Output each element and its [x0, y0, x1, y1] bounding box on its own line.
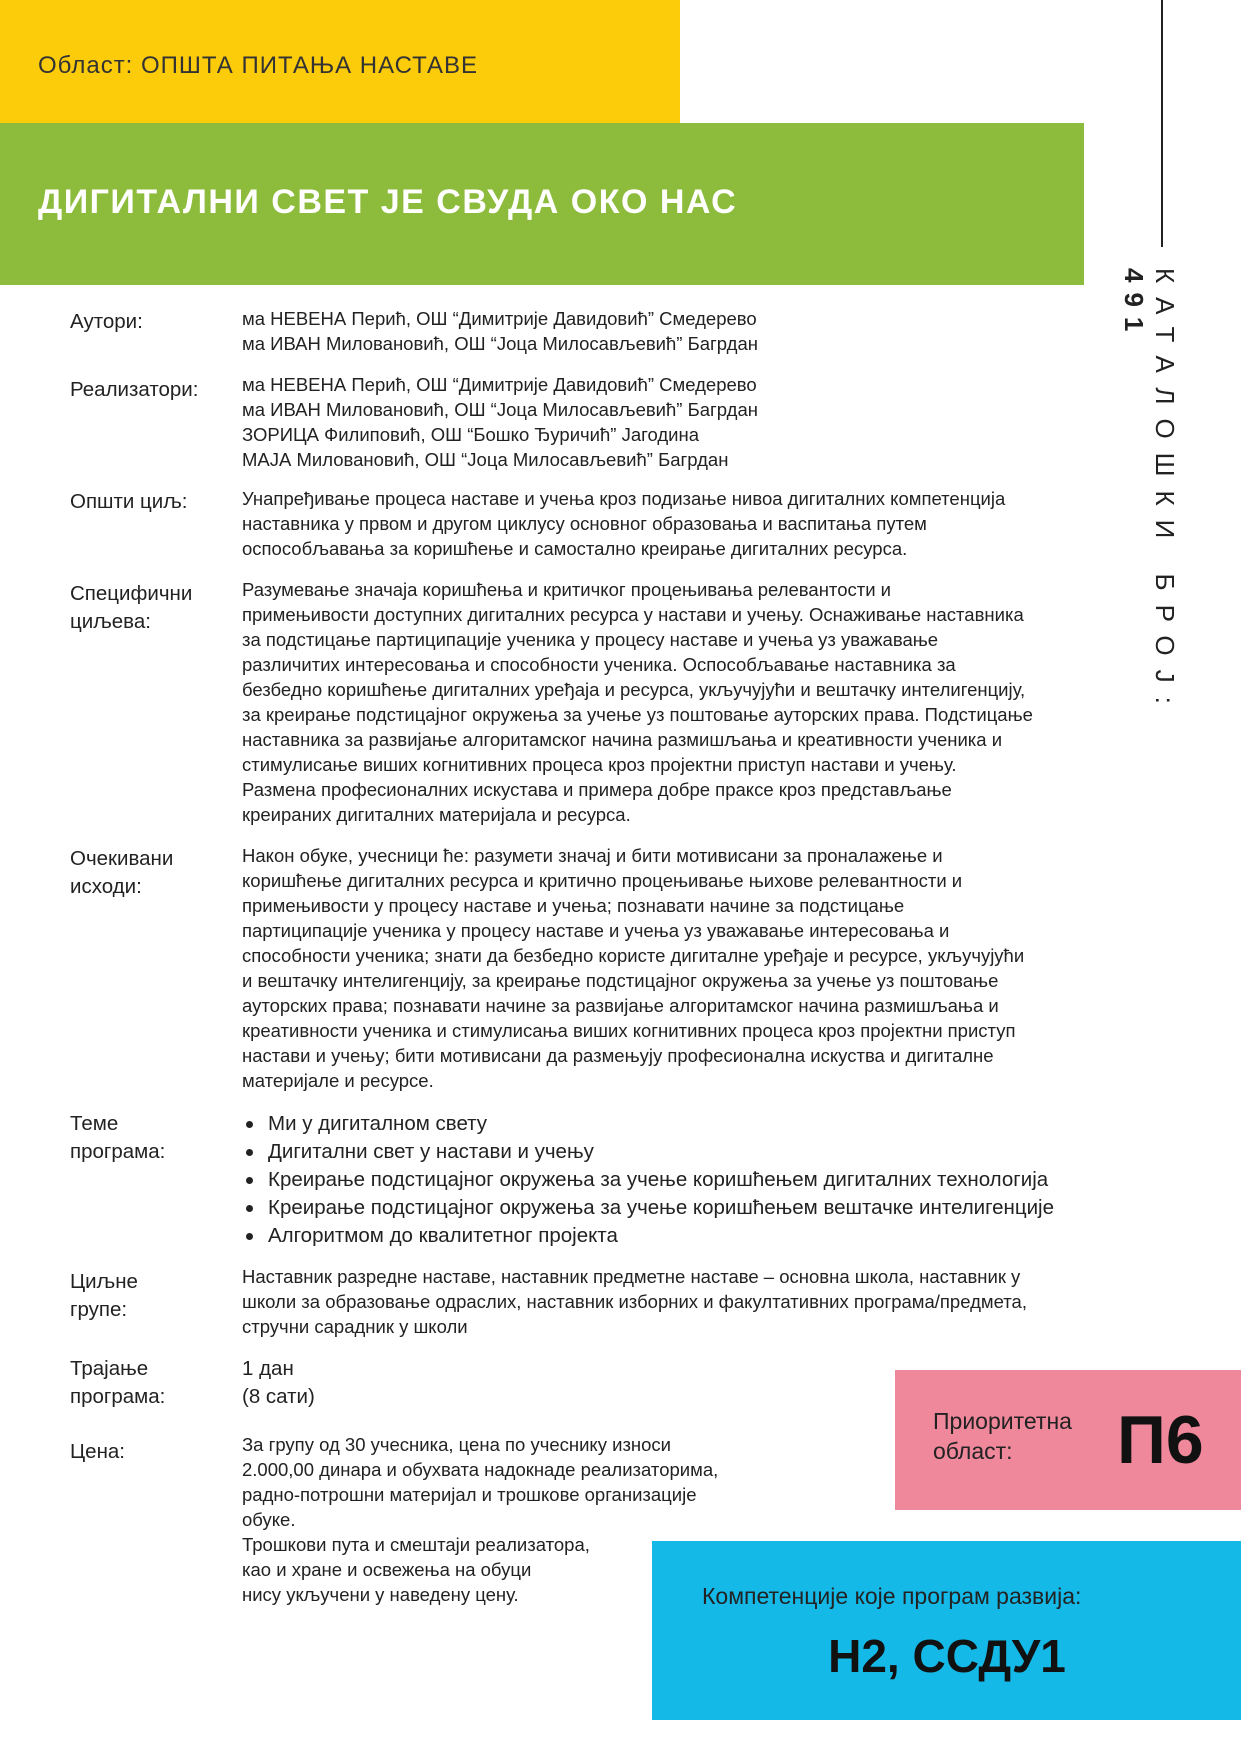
label-line: исходи:: [70, 875, 142, 898]
authors-label: Аутори:: [70, 310, 143, 333]
text-line: Размена професионалних искустава и примера добре праксе кроз представљање: [242, 779, 952, 800]
text-line: креираних дигиталних материјала и ресурса.: [242, 804, 631, 825]
label-line: групе:: [70, 1298, 128, 1321]
text-line: наставника у првом и другом циклусу основног образовања и васпитања путем: [242, 513, 927, 534]
priority-area-label: [933, 1406, 1072, 1466]
author-line: ма НЕВЕНА Перић, ОШ “Димитрије Давидовић” Смедерево: [242, 308, 757, 329]
label-line: Трајање: [70, 1357, 149, 1380]
competencies-box: [652, 1541, 1241, 1720]
text-line: Разумевање значаја коришћења и критичког процењивања релевантости и: [242, 579, 892, 600]
text-line: Унапређивање процеса наставе и учења кроз подизање нивоа дигиталних компетенција: [242, 488, 1006, 509]
target-groups-label: [70, 1268, 230, 1324]
competencies-codes: Н2, ССДУ1: [828, 1630, 1066, 1682]
text-line: коришћење дигиталних ресурса и критично процењивање њихове релевантности и: [242, 870, 963, 891]
competencies-label: Компетенције које програм развија:: [702, 1583, 1082, 1609]
topics-list: [242, 1110, 1054, 1250]
topic-item: Ми у дигиталном свету: [242, 1110, 1054, 1138]
text-line: наставника за развијање алгоритамског начина размишљања и креативности ученика и: [242, 729, 1003, 750]
topics-label: [70, 1110, 230, 1166]
text-line: 2.000,00 динара и обухвата надокнаде реализаторима,: [242, 1459, 719, 1480]
text-line: стручни сарадник у школи: [242, 1316, 468, 1337]
label-line: Очекивани: [70, 847, 174, 870]
general-goal-text: [242, 486, 1005, 561]
text-line: примењивости у процесу наставе и учења; познавати начине за подстицање: [242, 895, 905, 916]
vertical-divider: [1161, 0, 1163, 247]
label-line: циљева:: [70, 610, 151, 633]
implementer-line: ма НЕВЕНА Перић, ОШ “Димитрије Давидовић” Смедерево: [242, 374, 757, 395]
topic-item: Креирање подстицајног окружења за учење коришћењем дигиталних технологија: [242, 1166, 1054, 1194]
duration-value: [242, 1355, 315, 1411]
label-line: Циљне: [70, 1270, 138, 1293]
authors-list: [242, 306, 758, 356]
text-line: способности ученика; знати да безбедно користе дигиталне уређаје и ресурсе, укључујући: [242, 945, 1025, 966]
text-line: оспособљавања за коришћење и самостално креирање дигиталних ресурса.: [242, 538, 908, 559]
catalog-number: [1119, 268, 1180, 788]
text-line: за подстицање партиципације ученика у процесу наставе и учења уз уважавање: [242, 629, 939, 650]
program-title: ДИГИТАЛНИ СВЕТ ЈЕ СВУДА ОКО НАС: [38, 183, 738, 221]
label-line: Приоритетна: [933, 1408, 1072, 1434]
area-label: Област: ОПШТА ПИТАЊА НАСТАВЕ: [38, 52, 478, 79]
text-line: креативности ученика и стимулисања виших когнитивних процеса кроз пројектни приступ: [242, 1020, 1016, 1041]
label-line: програма:: [70, 1140, 166, 1163]
priority-area-box: [895, 1370, 1241, 1510]
text-line: обуке.: [242, 1509, 296, 1530]
text-line: (8 сати): [242, 1385, 315, 1408]
text-line: нису укључени у наведену цену.: [242, 1584, 519, 1605]
text-line: Трошкови пута и смештаји реализатора,: [242, 1534, 590, 1555]
label-line: програма:: [70, 1385, 166, 1408]
specific-goals-text: [242, 577, 1033, 827]
label-line: Специфични: [70, 582, 193, 605]
duration-label: [70, 1355, 230, 1411]
text-line: примењивости доступних дигиталних ресурса у настави и учењу. Оснаживање наставника: [242, 604, 1024, 625]
general-goal-label: Општи циљ:: [70, 490, 188, 513]
implementers-list: [242, 372, 758, 472]
implementer-line: ма ИВАН Миловановић, ОШ “Јоца Милосављевић” Багрдан: [242, 399, 758, 420]
text-line: као и хране и освежења на обуци: [242, 1559, 532, 1580]
text-line: стимулисање виших когнитивних процеса кроз пројектни приступ настави и учењу.: [242, 754, 957, 775]
author-line: ма ИВАН Миловановић, ОШ “Јоца Милосављевић” Багрдан: [242, 333, 758, 354]
target-groups-text: [242, 1264, 1027, 1339]
text-line: материјале и ресурсе.: [242, 1070, 434, 1091]
text-line: Након обуке, учесници ће: разумети значај и бити мотивисани за проналажење и: [242, 845, 943, 866]
text-line: и вештачку интелигенцију, за креирање подстицајног окружења за учење уз поштовање: [242, 970, 999, 991]
priority-area-code: П6: [1117, 1402, 1204, 1478]
catalog-label: КАТАЛОШКИ БРОЈ:: [1150, 268, 1180, 718]
label-line: област:: [933, 1438, 1013, 1464]
implementers-label: Реализатори:: [70, 378, 199, 401]
text-line: радно-потрошни материјал и трошкове организације: [242, 1484, 697, 1505]
implementer-line: ЗОРИЦА Филиповић, ОШ “Бошко Ђуричић” Јагодина: [242, 424, 699, 445]
topic-item: Дигитални свет у настави и учењу: [242, 1138, 1054, 1166]
text-line: школи за образовање одраслих, наставник изборних и факултативних програма/предмета,: [242, 1291, 1027, 1312]
price-label: Цена:: [70, 1440, 125, 1463]
text-line: партиципације ученика у процесу наставе и учења уз уважавање интересовања и: [242, 920, 950, 941]
text-line: за креирање подстицајног окружења за учење уз поштовање ауторских права. Подстицање: [242, 704, 1033, 725]
catalog-value: 491: [1119, 268, 1149, 342]
label-line: Теме: [70, 1112, 119, 1135]
topic-item: Алгоритмом до квалитетног пројекта: [242, 1222, 1054, 1250]
topic-item: Креирање подстицајног окружења за учење коришћењем вештачке интелигенције: [242, 1194, 1054, 1222]
text-line: различитих интересовања и способности ученика. Оспособљавање наставника за: [242, 654, 956, 675]
text-line: безбедно коришћење дигиталних уређаја и ресурса, укључујући и вештачку интелигенцију,: [242, 679, 1026, 700]
price-text: [242, 1432, 718, 1607]
outcomes-text: [242, 843, 1024, 1093]
text-line: ауторских права; познавати начине за развијање алгоритамског начина размишљања и: [242, 995, 999, 1016]
text-line: 1 дан: [242, 1357, 294, 1380]
outcomes-label: [70, 845, 230, 901]
text-line: За групу од 30 учесника, цена по учеснику износи: [242, 1434, 672, 1455]
text-line: Наставник разредне наставе, наставник предметне наставе – основна школа, наставник у: [242, 1266, 1021, 1287]
specific-goals-label: [70, 580, 230, 636]
implementer-line: МАЈА Миловановић, ОШ “Јоца Милосављевић” Багрдан: [242, 449, 729, 470]
text-line: настави и учењу; бити мотивисани да размењују професионална искуства и дигиталне: [242, 1045, 994, 1066]
